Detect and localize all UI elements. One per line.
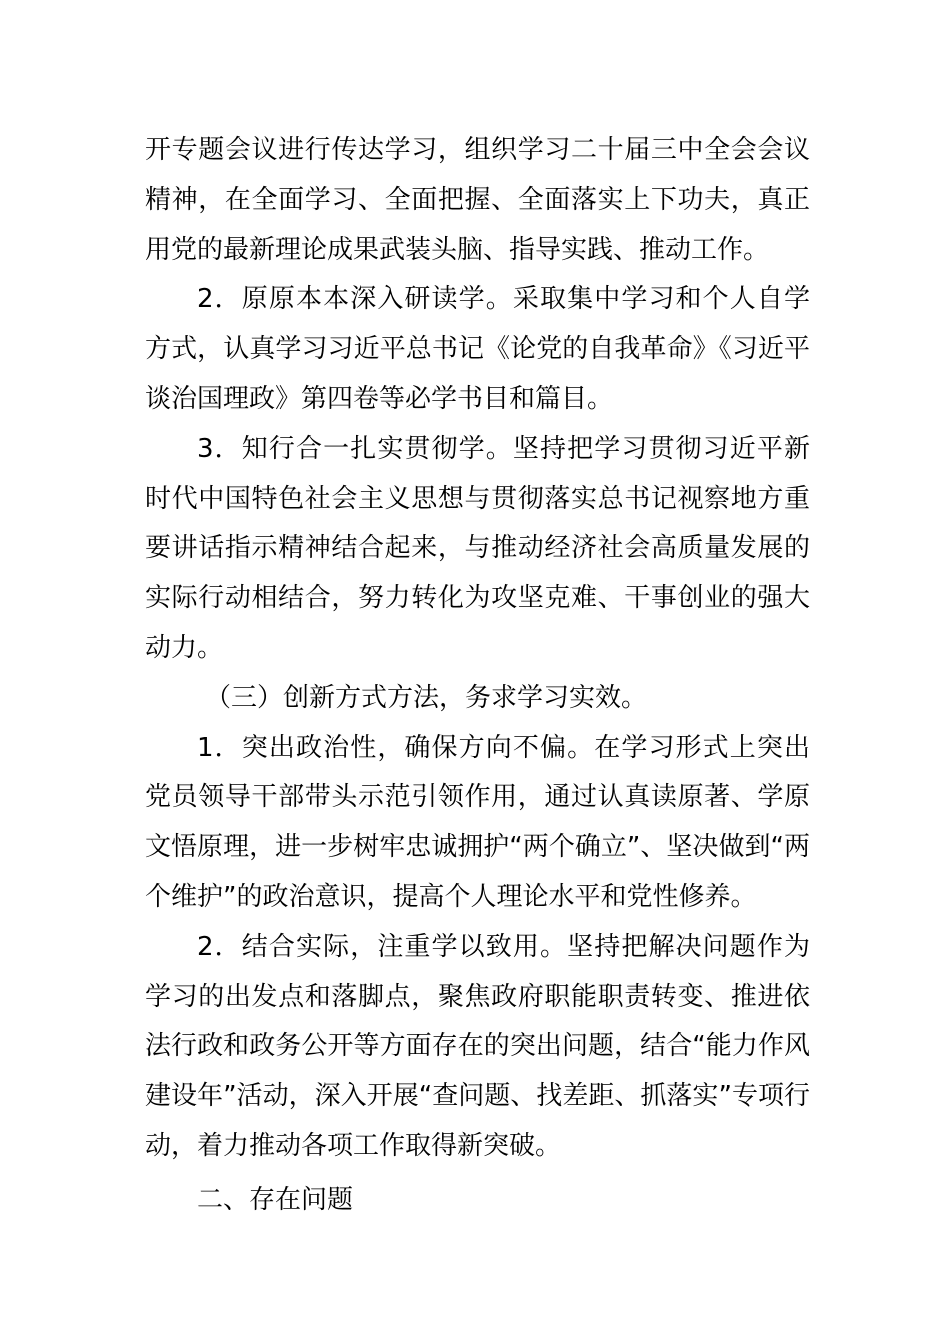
paragraph-item-1: 1．突出政治性，确保方向不偏。在学习形式上突出党员领导干部带头示范引领作用，通过认真读原著、学原文悟原理，进一步树牢忠诚拥护“两个确立”、坚决做到“两个维护”的政治意识，提高个人理论水平和党性修养。 bbox=[145, 732, 810, 912]
document-body bbox=[145, 126, 810, 1226]
paragraph-item-3: 3．知行合一扎实贯彻学。坚持把学习贯彻习近平新时代中国特色社会主义思想与贯彻落实总书记视察地方重要讲话指示精神结合起来，与推动经济社会高质量发展的实际行动相结合，努力转化为攻坚克难、干事创业的强大动力。 bbox=[145, 433, 810, 663]
paragraph-continuation: 开专题会议进行传达学习，组织学习二十届三中全会会议精神，在全面学习、全面把握、全面落实上下功夫，真正用党的最新理论成果武装头脑、指导实践、推动工作。 bbox=[145, 135, 810, 265]
paragraph-item-2: 2．原原本本深入研读学。采取集中学习和个人自学方式，认真学习习近平总书记《论党的自我革命》《习近平谈治国理政》第四卷等必学书目和篇目。 bbox=[145, 284, 810, 414]
section-heading-3: （三）创新方式方法，务求学习实效。 bbox=[205, 682, 648, 713]
paragraph-item-2b: 2．结合实际，注重学以致用。坚持把解决问题作为学习的出发点和落脚点，聚焦政府职能职责转变、推进依法行政和政务公开等方面存在的突出问题，结合“能力作风建设年”活动，深入开展“查问题、找差距、抓落实”专项行动，着力推动各项工作取得新突破。 bbox=[145, 931, 810, 1161]
section-heading-2: 二、存在问题 bbox=[197, 1184, 354, 1215]
